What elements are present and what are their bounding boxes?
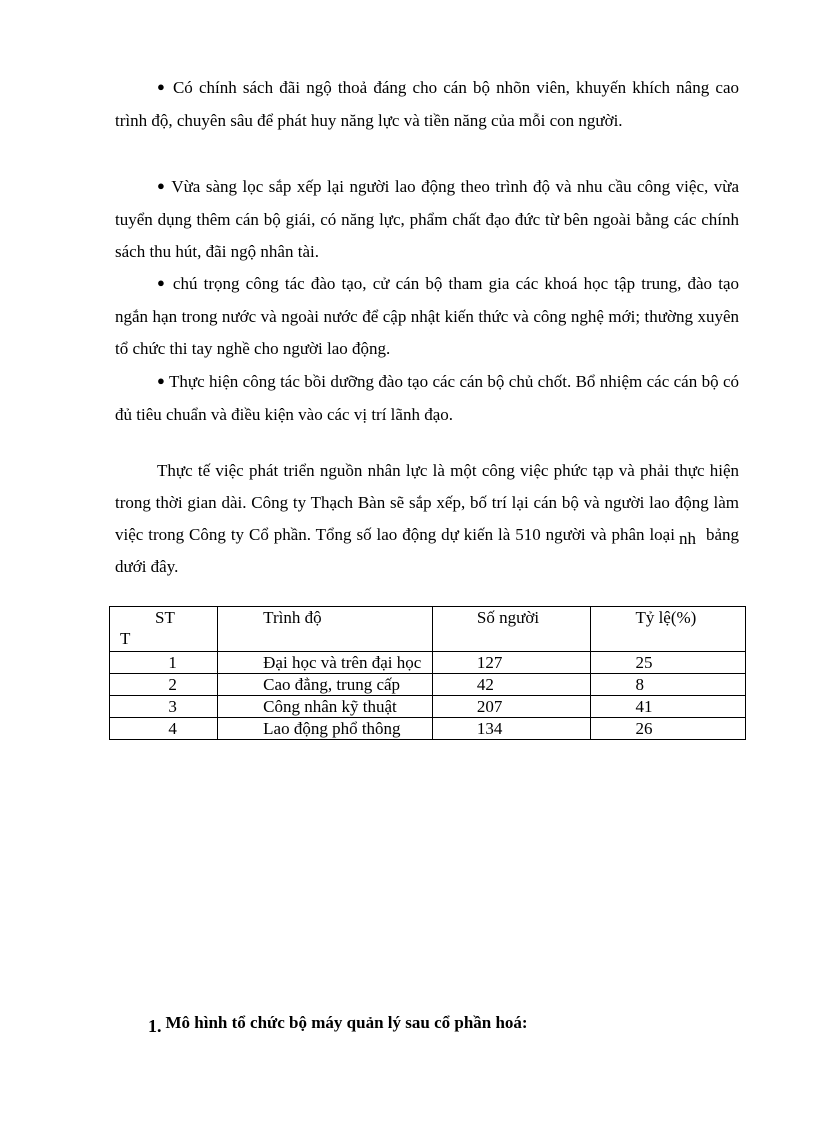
paragraph-text: Thực hiện công tác bồi dưỡng đào tạo các cán bộ chủ chốt. Bổ nhiệm các cán bộ có đủ tiêu chuẩn và điều kiện vào các vị trí lãnh đạo. [115,372,739,424]
bullet-paragraph-1 [115,72,739,137]
cell-ratio: 26 [591,718,746,740]
header-stt-top: ST [155,608,175,627]
cell-level: Đại học và trên đại học [218,652,433,674]
bullet-paragraph-3 [115,268,739,365]
bullet-icon: ● [157,178,167,193]
bullet-icon: ● [157,373,165,388]
paragraph-text: Vừa sàng lọc sắp xếp lại người lao động theo trình độ và nhu cầu công việc, vừa tuyển dụng thêm cán bộ giái, có năng lực, phẩm chất đạo đức từ bên ngoài bằng các chính sách thu hút, đãi ngộ nhân tài. [115,177,739,261]
cell-ratio: 41 [591,696,746,718]
cell-count: 134 [432,718,591,740]
header-stt [110,607,218,652]
paragraph-text: Có chính sách đãi ngộ thoả đáng cho cán bộ nhõn viên, khuyến khích nâng cao trình độ, chuyên sâu để phát huy năng lực và tiền năng của mỗi con người. [115,78,739,130]
section-heading [148,1012,528,1036]
header-level: Trình độ [218,607,433,652]
section-title: Mô hình tổ chức bộ máy quản lý sau cổ phần hoá: [165,1013,528,1032]
header-count: Số người [432,607,591,652]
header-stt-bottom: T [120,629,131,648]
cell-stt: 2 [110,674,218,696]
cell-count: 42 [432,674,591,696]
table-row [110,696,746,718]
cell-ratio: 25 [591,652,746,674]
table-row [110,652,746,674]
intro-text-end: bảng dưới đây. [115,525,739,576]
cell-count: 207 [432,696,591,718]
intro-subscript: nh [678,529,696,548]
bullet-icon: ● [157,275,167,290]
section-number: 1. [148,1016,162,1036]
bullet-paragraph-4 [115,366,739,431]
paragraph-text: chú trọng công tác đào tạo, cử cán bộ tham gia các khoá học tập trung, đào tạo ngắn hạn trong nước và ngoài nước để cập nhật kiến thức và công nghệ mới; thường xuyên tổ chức thi tay nghề cho người lao động. [115,274,739,358]
cell-count: 127 [432,652,591,674]
header-ratio: Tỷ lệ(%) [591,607,746,652]
table-row [110,718,746,740]
cell-stt: 4 [110,718,218,740]
cell-level: Cao đẳng, trung cấp [218,674,433,696]
cell-ratio: 8 [591,674,746,696]
bullet-icon: ● [157,79,167,94]
cell-level: Công nhân kỹ thuật [218,696,433,718]
table-header-row [110,607,746,652]
cell-stt: 3 [110,696,218,718]
cell-stt: 1 [110,652,218,674]
bullet-paragraph-2 [115,171,739,268]
intro-paragraph [115,455,739,583]
cell-level: Lao động phổ thông [218,718,433,740]
labor-table [109,606,746,740]
table-row [110,674,746,696]
intro-text: Thực tế việc phát triển nguồn nhân lực là một công việc phức tạp và phải thực hiện trong thời gian dài. Công ty Thạch Bàn sẽ sắp xếp, bố trí lại cán bộ và người lao động làm việc trong Công ty Cổ phần. Tổng số lao động dự kiến là 510 người và phân loại [115,461,739,544]
